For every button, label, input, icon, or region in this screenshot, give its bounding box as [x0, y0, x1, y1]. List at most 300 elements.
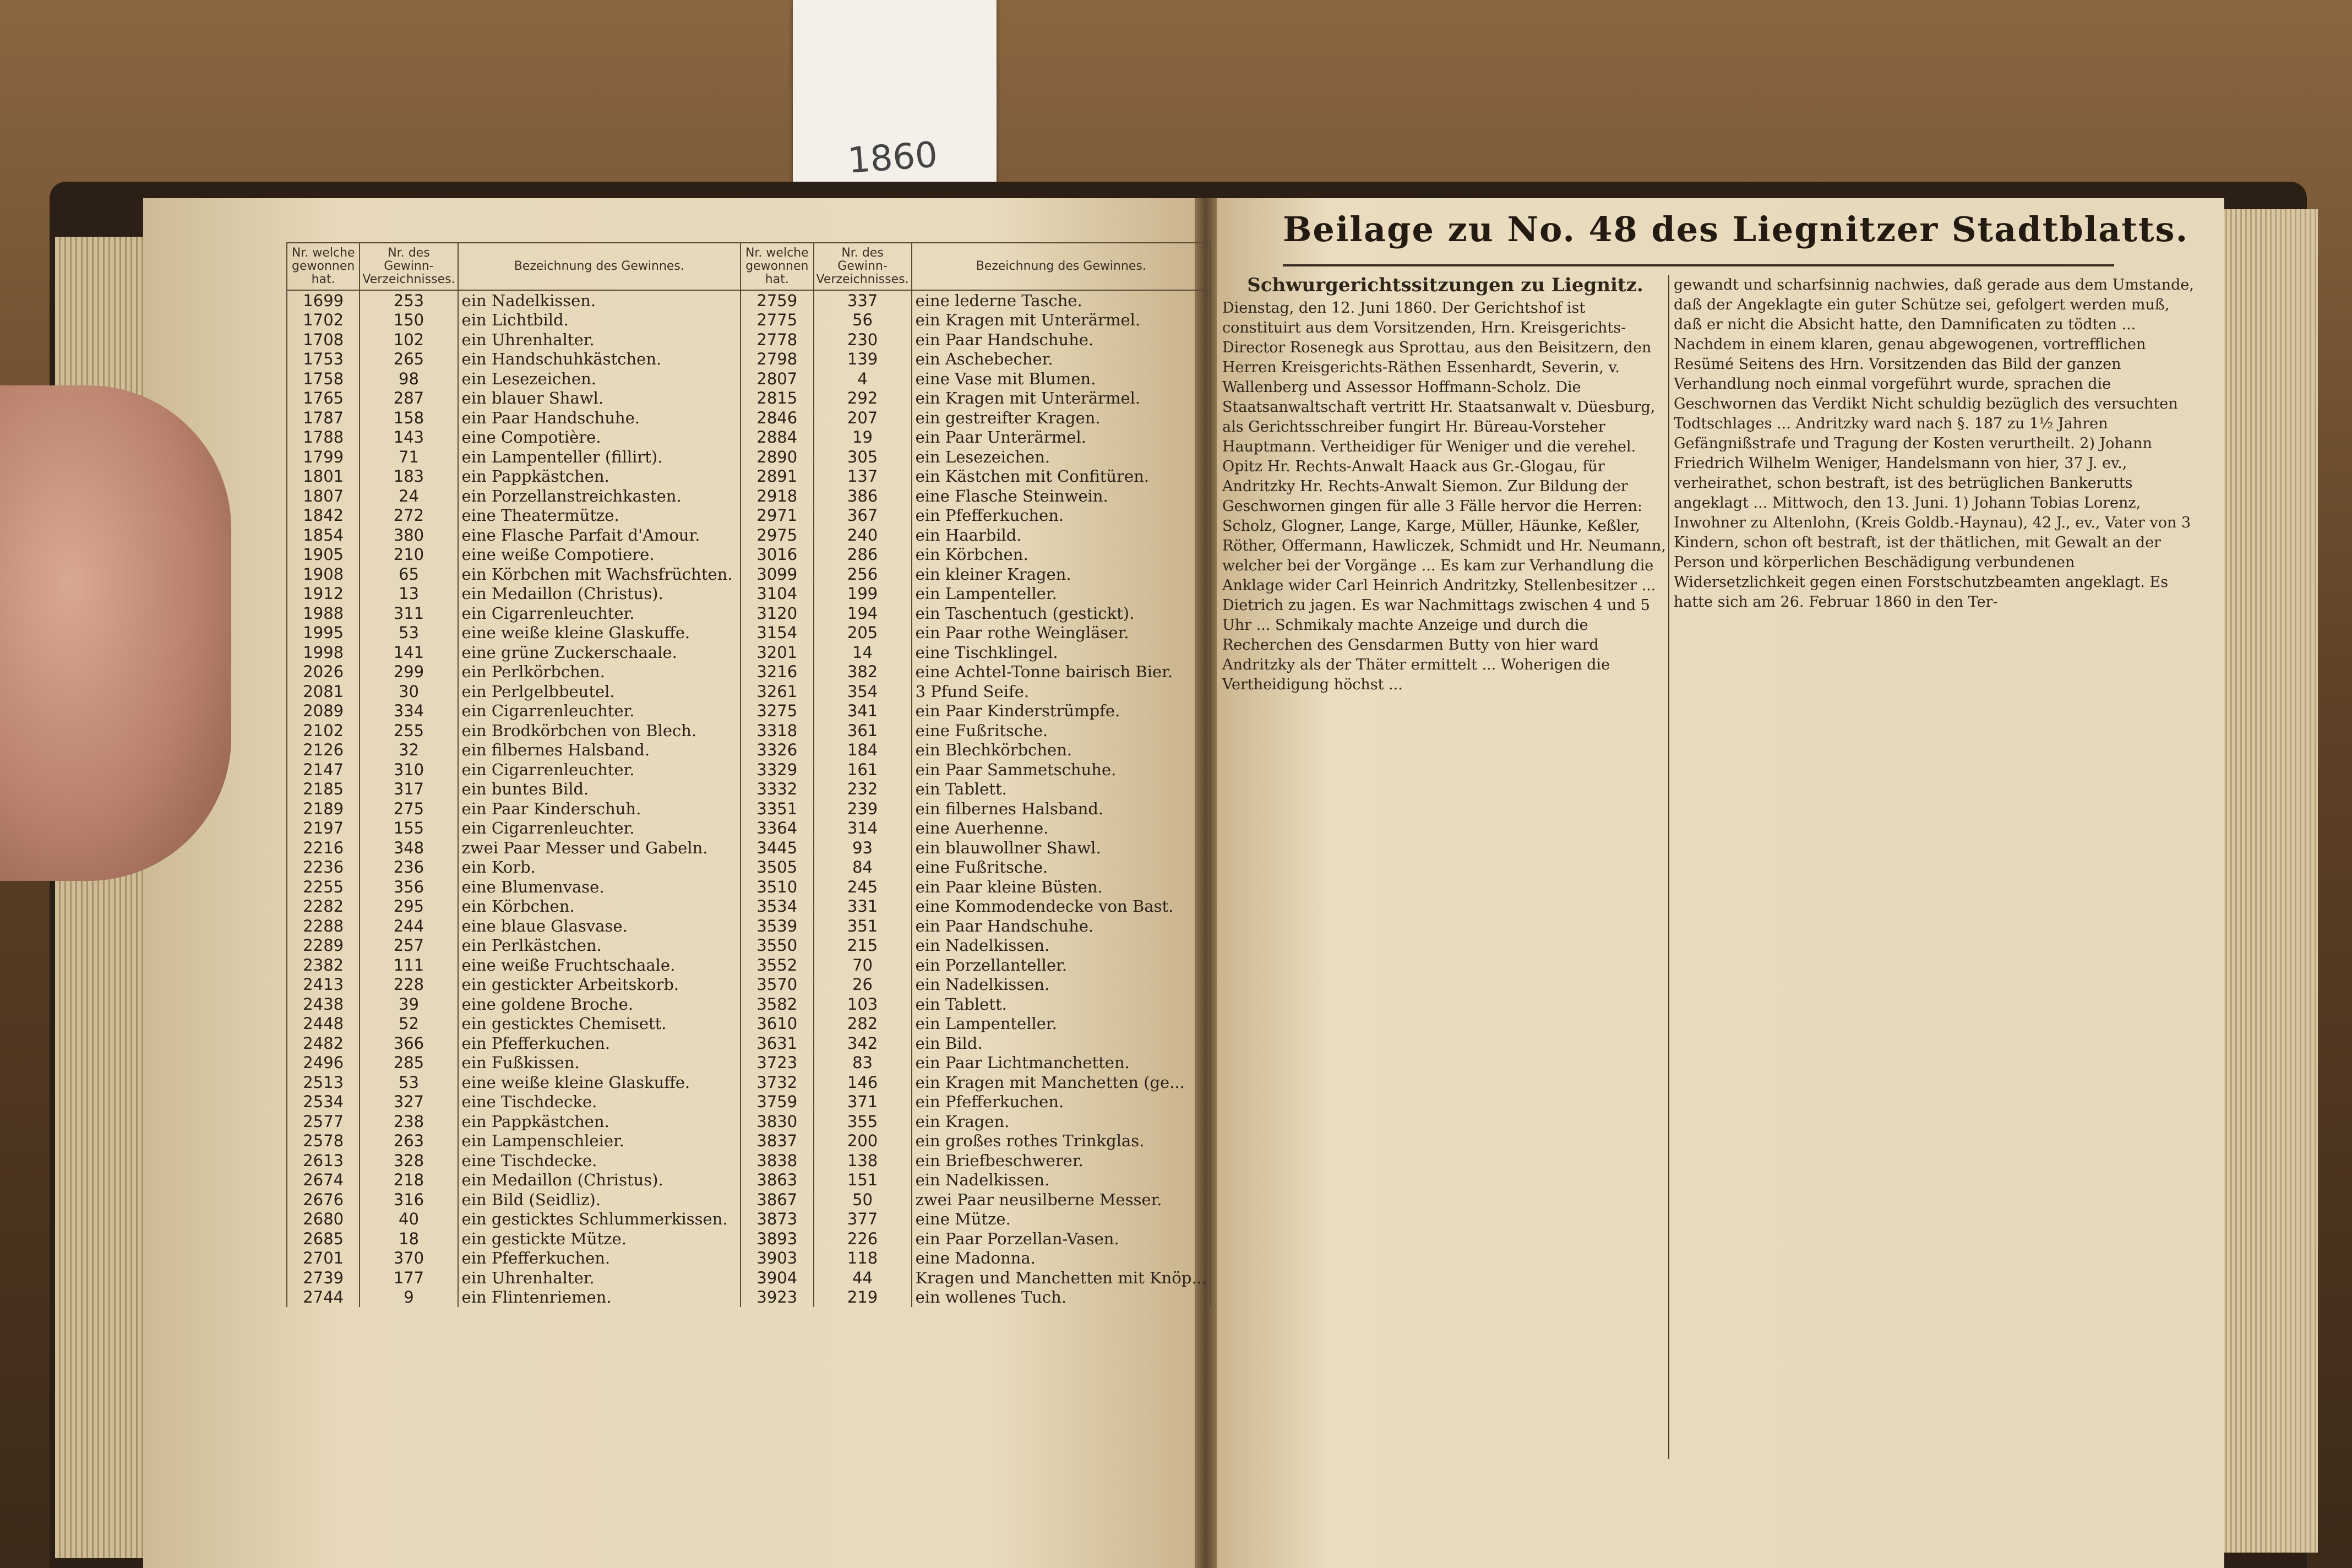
prize-description-cell: ein Lesezeichen. — [912, 447, 1211, 467]
header-index-number: Nr. des Gewinn-Verzeichnisses. — [360, 243, 458, 290]
prize-description-cell: eine grüne Zuckerschaale. — [458, 643, 741, 662]
table-row — [287, 916, 1211, 936]
table-row — [287, 311, 1211, 330]
winning-number-cell: 2382 — [287, 955, 360, 975]
index-number-cell: 199 — [814, 584, 912, 604]
header-description: Bezeichnung des Gewinnes. — [458, 243, 741, 290]
prize-description-cell: ein blauwollner Shawl. — [912, 838, 1211, 858]
article-title: Schwurgerichtssitzungen zu Liegnitz. — [1247, 274, 1643, 296]
table-row — [287, 467, 1211, 487]
winning-number-cell: 2807 — [741, 369, 813, 389]
prize-description-cell: ein Korb. — [458, 858, 741, 878]
winning-number-cell: 2613 — [287, 1151, 360, 1170]
prize-description-cell: ein Paar Porzellan-Vasen. — [912, 1229, 1211, 1249]
prize-description-cell: ein Cigarrenleuchter. — [458, 701, 741, 721]
index-number-cell: 4 — [814, 369, 912, 389]
prize-description-cell: ein Pappkästchen. — [458, 1112, 741, 1131]
prize-description-cell: ein Perlkästchen. — [458, 936, 741, 956]
prize-description-cell: ein Perlkörbchen. — [458, 662, 741, 682]
winning-number-cell: 3610 — [741, 1014, 813, 1034]
winning-number-cell: 1801 — [287, 467, 360, 487]
table-row — [287, 428, 1211, 448]
hand-holding-page — [0, 385, 231, 881]
index-number-cell: 256 — [814, 564, 912, 584]
winning-number-cell: 3364 — [741, 819, 813, 839]
table-row — [287, 799, 1211, 819]
table-row — [287, 838, 1211, 858]
index-number-cell: 316 — [360, 1190, 458, 1210]
winning-number-cell: 2846 — [741, 408, 813, 428]
index-number-cell: 282 — [814, 1014, 912, 1034]
winning-number-cell: 2674 — [287, 1170, 360, 1190]
prize-description-cell: ein Uhrenhalter. — [458, 1268, 741, 1288]
table-row — [287, 1053, 1211, 1073]
winning-number-cell: 2739 — [287, 1268, 360, 1288]
winning-number-cell: 2126 — [287, 741, 360, 760]
winning-number-cell: 2482 — [287, 1033, 360, 1053]
prize-description-cell: ein Lampenteller. — [912, 584, 1211, 604]
table-row — [287, 1229, 1211, 1249]
winning-number-cell: 3534 — [741, 897, 813, 917]
winning-number-cell: 2890 — [741, 447, 813, 467]
winning-number-cell: 3539 — [741, 916, 813, 936]
index-number-cell: 219 — [814, 1288, 912, 1308]
prize-description-cell: ein Porzellanteller. — [912, 955, 1211, 975]
winning-number-cell: 3505 — [741, 858, 813, 878]
table-row — [287, 780, 1211, 799]
prize-description-cell: Kragen und Manchetten mit Knöp... — [912, 1268, 1211, 1288]
index-number-cell: 146 — [814, 1072, 912, 1092]
winning-number-cell: 1699 — [287, 290, 360, 311]
index-number-cell: 285 — [360, 1053, 458, 1073]
table-row — [287, 447, 1211, 467]
lottery-table-body — [287, 290, 1211, 1307]
prize-description-cell: ein Blechkörbchen. — [912, 741, 1211, 760]
prize-description-cell: ein Uhrenhalter. — [458, 330, 741, 350]
prize-description-cell: eine Tischdecke. — [458, 1151, 741, 1170]
winning-number-cell: 3759 — [741, 1092, 813, 1112]
winning-number-cell: 2197 — [287, 819, 360, 839]
winning-number-cell: 3631 — [741, 1033, 813, 1053]
index-number-cell: 111 — [360, 955, 458, 975]
prize-description-cell: eine Fußritsche. — [912, 721, 1211, 741]
index-number-cell: 177 — [360, 1268, 458, 1288]
article-column-1-text: Dienstag, den 12. Juni 1860. Der Gerichtshof ist constituirt aus dem Vorsitzenden, Hrn. Kreisgerichts-Director Rosenegk aus Sprottau, aus den Beisitzern, den Herren Kreisgerichts-Räthen Essenhardt, Severin, v. Wallenberg und Assessor Hoffmann-Scholz. Die Staatsanwaltschaft vertritt Hr. Staatsanwalt v. Düesburg, als Gerichtsschreiber fungirt Hr. Büreau-Vorsteher Hauptmann. Vertheidiger für Weniger und die verehel. Opitz Hr. Rechts-Anwalt Haack aus Gr.-Glogau, für Andritzky Hr. Rechts-Anwalt Siemon. Zur Bildung der Geschwornen gingen für alle 3 Fälle hervor die Herren: Scholz, Glogner, Lange, Karge, Müller, Häunke, Keßler, Röther, Offermann, Hawliczek, Schmidt und Hr. Neumann, welcher bei der Vorgänge ... Es kam zur Verhandlung die Anklage wider Carl Heinrich Andritzky, Stellenbesitzer ... Dietrich zu jagen. Es war Nachmittags zwischen 4 und 5 Uhr ... Schmikaly machte Anzeige und durch die Recherchen des Gensdarmen Butty von hier ward Andritzky als der Thäter ermittelt ... Woherigen die Vertheidigung höchst ... — [1222, 300, 1666, 693]
winning-number-cell: 2289 — [287, 936, 360, 956]
index-number-cell: 83 — [814, 1053, 912, 1073]
prize-description-cell: ein Brodkörbchen von Blech. — [458, 721, 741, 741]
winning-number-cell: 1708 — [287, 330, 360, 350]
prize-description-cell: eine Compotière. — [458, 428, 741, 448]
prize-description-cell: ein Cigarrenleuchter. — [458, 603, 741, 623]
winning-number-cell: 2891 — [741, 467, 813, 487]
prize-description-cell: eine Flasche Parfait d'Amour. — [458, 525, 741, 545]
article-column-2-text: gewandt und scharfsinnig nachwies, daß gerade aus dem Umstande, daß der Angeklagte ein guter Schütze sei, gefolgert werden muß, daß er nicht die Absicht hatte, den Damnificaten zu tödten ... Nachdem in einem klaren, genau abgewogenen, vortrefflichen Resümé Seitens des Hrn. Vorsitzenden das Bild der ganzen Verhandlung noch einmal vorgeführt wurde, sprachen die Geschwornen das Verdikt Nicht schuldig bezüglich des versuchten Todtschlages ... Andritzky ward nach §. 187 zu 1½ Jahren Gefängnißstrafe und Tragung der Kosten verurtheilt. 2) Johann Friedrich Wilhelm Weniger, Handelsmann von hier, 37 J. ev., verheirathet, schon bestraft, ist des betrüglichen Bankerutts angeklagt ... Mittwoch, den 13. Juni. 1) Johann Tobias Lorenz, Inwohner zu Altenlohn, (Kreis Goldb.-Haynau), 42 J., ev., Vater von 3 Kindern, schon oft bestraft, ist der thätlichen, mit Gewalt an der Person und körperlichen Beschädigung verbundenen Widersetzlichkeit gegen einen Forstschutzbeamten angeklagt. Es hatte sich am 26. Februar 1860 in den Ter- — [1674, 276, 2194, 611]
prize-description-cell: ein Nadelkissen. — [912, 1170, 1211, 1190]
prize-description-cell: ein Tablett. — [912, 780, 1211, 799]
table-row — [287, 819, 1211, 839]
winning-number-cell: 3570 — [741, 975, 813, 995]
winning-number-cell: 2185 — [287, 780, 360, 799]
prize-description-cell: ein Pfefferkuchen. — [458, 1249, 741, 1268]
index-number-cell: 245 — [814, 877, 912, 897]
table-row — [287, 1151, 1211, 1170]
prize-description-cell: eine weiße Compotiere. — [458, 545, 741, 565]
index-number-cell: 263 — [360, 1131, 458, 1151]
index-number-cell: 13 — [360, 584, 458, 604]
table-row — [287, 1268, 1211, 1288]
table-row — [287, 506, 1211, 526]
winning-number-cell: 3445 — [741, 838, 813, 858]
index-number-cell: 98 — [360, 369, 458, 389]
prize-description-cell: ein buntes Bild. — [458, 780, 741, 799]
winning-number-cell: 2089 — [287, 701, 360, 721]
table-row — [287, 564, 1211, 584]
index-number-cell: 377 — [814, 1210, 912, 1229]
index-number-cell: 103 — [814, 994, 912, 1014]
prize-description-cell: ein Porzellanstreichkasten. — [458, 486, 741, 506]
index-number-cell: 342 — [814, 1033, 912, 1053]
index-number-cell: 295 — [360, 897, 458, 917]
index-number-cell: 18 — [360, 1229, 458, 1249]
index-number-cell: 310 — [360, 760, 458, 780]
prize-description-cell: ein gesticktes Chemisett. — [458, 1014, 741, 1034]
index-number-cell: 137 — [814, 467, 912, 487]
header-winning-number: Nr. welche gewonnen hat. — [287, 243, 360, 290]
winning-number-cell: 2685 — [287, 1229, 360, 1249]
index-number-cell: 26 — [814, 975, 912, 995]
table-row — [287, 1170, 1211, 1190]
index-number-cell: 380 — [360, 525, 458, 545]
prize-description-cell: eine weiße kleine Glaskuffe. — [458, 623, 741, 643]
winning-number-cell: 3723 — [741, 1053, 813, 1073]
winning-number-cell: 1854 — [287, 525, 360, 545]
prize-description-cell: zwei Paar neusilberne Messer. — [912, 1190, 1211, 1210]
winning-number-cell: 1988 — [287, 603, 360, 623]
winning-number-cell: 1842 — [287, 506, 360, 526]
index-number-cell: 93 — [814, 838, 912, 858]
prize-description-cell: ein Aschebecher. — [912, 350, 1211, 369]
index-number-cell: 292 — [814, 389, 912, 409]
index-number-cell: 341 — [814, 701, 912, 721]
table-row — [287, 662, 1211, 682]
winning-number-cell: 2975 — [741, 525, 813, 545]
index-number-cell: 257 — [360, 936, 458, 956]
winning-number-cell: 3510 — [741, 877, 813, 897]
index-number-cell: 361 — [814, 721, 912, 741]
table-row — [287, 682, 1211, 701]
prize-description-cell: ein Bild (Seidliz). — [458, 1190, 741, 1210]
index-number-cell: 334 — [360, 701, 458, 721]
prize-description-cell: eine Auerhenne. — [912, 819, 1211, 839]
table-row — [287, 1014, 1211, 1034]
index-number-cell: 207 — [814, 408, 912, 428]
index-number-cell: 311 — [360, 603, 458, 623]
winning-number-cell: 3154 — [741, 623, 813, 643]
index-number-cell: 24 — [360, 486, 458, 506]
prize-description-cell: eine goldene Broche. — [458, 994, 741, 1014]
winning-number-cell: 2918 — [741, 486, 813, 506]
prize-description-cell: eine Madonna. — [912, 1249, 1211, 1268]
index-number-cell: 230 — [814, 330, 912, 350]
table-row — [287, 408, 1211, 428]
winning-number-cell: 3830 — [741, 1112, 813, 1131]
index-number-cell: 317 — [360, 780, 458, 799]
index-number-cell: 236 — [360, 858, 458, 878]
table-row — [287, 760, 1211, 780]
winning-number-cell: 3904 — [741, 1268, 813, 1288]
winning-number-cell: 3863 — [741, 1170, 813, 1190]
winning-number-cell: 2971 — [741, 506, 813, 526]
index-number-cell: 265 — [360, 350, 458, 369]
prize-description-cell: zwei Paar Messer und Gabeln. — [458, 838, 741, 858]
index-number-cell: 200 — [814, 1131, 912, 1151]
winning-number-cell: 3318 — [741, 721, 813, 741]
table-row — [287, 897, 1211, 917]
index-number-cell: 30 — [360, 682, 458, 701]
winning-number-cell: 1995 — [287, 623, 360, 643]
table-row — [287, 1112, 1211, 1131]
table-row — [287, 741, 1211, 760]
header-description-2: Bezeichnung des Gewinnes. — [912, 243, 1211, 290]
winning-number-cell: 1912 — [287, 584, 360, 604]
prize-description-cell: ein Körbchen mit Wachsfrüchten. — [458, 564, 741, 584]
winning-number-cell: 2534 — [287, 1092, 360, 1112]
winning-number-cell: 2438 — [287, 994, 360, 1014]
index-number-cell: 71 — [360, 447, 458, 467]
index-number-cell: 367 — [814, 506, 912, 526]
winning-number-cell: 2236 — [287, 858, 360, 878]
winning-number-cell: 2775 — [741, 311, 813, 330]
winning-number-cell: 2496 — [287, 1053, 360, 1073]
prize-description-cell: ein Paar Unterärmel. — [912, 428, 1211, 448]
table-row — [287, 1072, 1211, 1092]
index-number-cell: 275 — [360, 799, 458, 819]
winning-number-cell: 3326 — [741, 741, 813, 760]
table-row — [287, 1210, 1211, 1229]
table-row — [287, 623, 1211, 643]
prize-description-cell: eine Vase mit Blumen. — [912, 369, 1211, 389]
column-divider — [1668, 275, 1669, 1459]
index-number-cell: 244 — [360, 916, 458, 936]
prize-description-cell: ein Lesezeichen. — [458, 369, 741, 389]
prize-description-cell: ein Kragen mit Manchetten (ge... — [912, 1072, 1211, 1092]
index-number-cell: 205 — [814, 623, 912, 643]
winning-number-cell: 2448 — [287, 1014, 360, 1034]
prize-description-cell: ein Fußkissen. — [458, 1053, 741, 1073]
prize-description-cell: ein Haarbild. — [912, 525, 1211, 545]
prize-description-cell: ein Paar Sammetschuhe. — [912, 760, 1211, 780]
index-number-cell: 366 — [360, 1033, 458, 1053]
index-number-cell: 354 — [814, 682, 912, 701]
prize-description-cell: ein Kragen mit Unterärmel. — [912, 389, 1211, 409]
lottery-table — [286, 242, 1211, 1307]
prize-description-cell: ein Paar Handschuhe. — [912, 330, 1211, 350]
winning-number-cell: 1908 — [287, 564, 360, 584]
prize-description-cell: ein Handschuhkästchen. — [458, 350, 741, 369]
table-row — [287, 330, 1211, 350]
index-number-cell: 9 — [360, 1288, 458, 1308]
prize-description-cell: eine Kommodendecke von Bast. — [912, 897, 1211, 917]
index-number-cell: 299 — [360, 662, 458, 682]
winning-number-cell: 3732 — [741, 1072, 813, 1092]
winning-number-cell: 1765 — [287, 389, 360, 409]
prize-description-cell: ein Nadelkissen. — [458, 290, 741, 311]
prize-description-cell: ein Pappkästchen. — [458, 467, 741, 487]
slip-handwriting: 1860 — [846, 134, 939, 182]
winning-number-cell: 3332 — [741, 780, 813, 799]
winning-number-cell: 1998 — [287, 643, 360, 662]
index-number-cell: 161 — [814, 760, 912, 780]
winning-number-cell: 2255 — [287, 877, 360, 897]
winning-number-cell: 1799 — [287, 447, 360, 467]
index-number-cell: 228 — [360, 975, 458, 995]
winning-number-cell: 2701 — [287, 1249, 360, 1268]
winning-number-cell: 2744 — [287, 1288, 360, 1308]
table-row — [287, 1288, 1211, 1308]
table-row — [287, 1131, 1211, 1151]
table-row — [287, 1033, 1211, 1053]
prize-description-cell: eine weiße kleine Glaskuffe. — [458, 1072, 741, 1092]
lottery-table-container — [286, 242, 1211, 1307]
prize-description-cell: ein Nadelkissen. — [912, 975, 1211, 995]
winning-number-cell: 3104 — [741, 584, 813, 604]
prize-description-cell: ein Paar rothe Weingläser. — [912, 623, 1211, 643]
table-row — [287, 290, 1211, 311]
table-row — [287, 721, 1211, 741]
prize-description-cell: ein Paar Lichtmanchetten. — [912, 1053, 1211, 1073]
index-number-cell: 194 — [814, 603, 912, 623]
table-row — [287, 955, 1211, 975]
winning-number-cell: 3351 — [741, 799, 813, 819]
winning-number-cell: 2102 — [287, 721, 360, 741]
winning-number-cell: 3873 — [741, 1210, 813, 1229]
winning-number-cell: 1787 — [287, 408, 360, 428]
winning-number-cell: 3120 — [741, 603, 813, 623]
winning-number-cell: 2759 — [741, 290, 813, 311]
winning-number-cell: 1753 — [287, 350, 360, 369]
prize-description-cell: ein Lichtbild. — [458, 311, 741, 330]
table-row — [287, 994, 1211, 1014]
index-number-cell: 272 — [360, 506, 458, 526]
index-number-cell: 255 — [360, 721, 458, 741]
winning-number-cell: 3837 — [741, 1131, 813, 1151]
prize-description-cell: ein Pfefferkuchen. — [458, 1033, 741, 1053]
winning-number-cell: 2288 — [287, 916, 360, 936]
winning-number-cell: 3329 — [741, 760, 813, 780]
index-number-cell: 143 — [360, 428, 458, 448]
prize-description-cell: ein Nadelkissen. — [912, 936, 1211, 956]
winning-number-cell: 3838 — [741, 1151, 813, 1170]
header-index-number-2: Nr. des Gewinn-Verzeichnisses. — [814, 243, 912, 290]
index-number-cell: 139 — [814, 350, 912, 369]
prize-description-cell: ein Kragen mit Unterärmel. — [912, 311, 1211, 330]
banner-rule — [1283, 264, 2114, 266]
winning-number-cell: 1758 — [287, 369, 360, 389]
prize-description-cell: ein wollenes Tuch. — [912, 1288, 1211, 1308]
table-header-row — [287, 243, 1211, 290]
article-column-2 — [1674, 275, 2202, 612]
prize-description-cell: ein Kragen. — [912, 1112, 1211, 1131]
index-number-cell: 39 — [360, 994, 458, 1014]
winning-number-cell: 2189 — [287, 799, 360, 819]
prize-description-cell: ein Briefbeschwerer. — [912, 1151, 1211, 1170]
prize-description-cell: ein Paar Kinderstrümpfe. — [912, 701, 1211, 721]
index-number-cell: 226 — [814, 1229, 912, 1249]
prize-description-cell: eine Tischdecke. — [458, 1092, 741, 1112]
winning-number-cell: 2216 — [287, 838, 360, 858]
index-number-cell: 118 — [814, 1249, 912, 1268]
winning-number-cell: 1807 — [287, 486, 360, 506]
winning-number-cell: 3582 — [741, 994, 813, 1014]
article-column-1 — [1222, 275, 1668, 695]
table-row — [287, 858, 1211, 878]
index-number-cell: 84 — [814, 858, 912, 878]
prize-description-cell: ein Paar Kinderschuh. — [458, 799, 741, 819]
winning-number-cell: 3099 — [741, 564, 813, 584]
winning-number-cell: 3201 — [741, 643, 813, 662]
index-number-cell: 44 — [814, 1268, 912, 1288]
prize-description-cell: ein Perlgelbbeutel. — [458, 682, 741, 701]
winning-number-cell: 1788 — [287, 428, 360, 448]
index-number-cell: 218 — [360, 1170, 458, 1190]
index-number-cell: 287 — [360, 389, 458, 409]
prize-description-cell: ein Kästchen mit Confitüren. — [912, 467, 1211, 487]
winning-number-cell: 2578 — [287, 1131, 360, 1151]
prize-description-cell: ein Paar Handschuhe. — [458, 408, 741, 428]
table-row — [287, 350, 1211, 369]
prize-description-cell: ein kleiner Kragen. — [912, 564, 1211, 584]
index-number-cell: 150 — [360, 311, 458, 330]
index-number-cell: 210 — [360, 545, 458, 565]
index-number-cell: 355 — [814, 1112, 912, 1131]
prize-description-cell: ein Paar kleine Büsten. — [912, 877, 1211, 897]
winning-number-cell: 3275 — [741, 701, 813, 721]
table-row — [287, 603, 1211, 623]
winning-number-cell: 2026 — [287, 662, 360, 682]
winning-number-cell: 3216 — [741, 662, 813, 682]
index-number-cell: 314 — [814, 819, 912, 839]
index-number-cell: 53 — [360, 1072, 458, 1092]
table-row — [287, 389, 1211, 409]
prize-description-cell: ein filbernes Halsband. — [912, 799, 1211, 819]
prize-description-cell: ein gestickter Arbeitskorb. — [458, 975, 741, 995]
prize-description-cell: ein gestickte Mütze. — [458, 1229, 741, 1249]
prize-description-cell: 3 Pfund Seife. — [912, 682, 1211, 701]
index-number-cell: 351 — [814, 916, 912, 936]
index-number-cell: 102 — [360, 330, 458, 350]
prize-description-cell: ein Pfefferkuchen. — [912, 1092, 1211, 1112]
prize-description-cell: ein Medaillon (Christus). — [458, 1170, 741, 1190]
table-row — [287, 525, 1211, 545]
winning-number-cell: 2147 — [287, 760, 360, 780]
index-number-cell: 151 — [814, 1170, 912, 1190]
table-row — [287, 369, 1211, 389]
winning-number-cell: 2513 — [287, 1072, 360, 1092]
table-row — [287, 545, 1211, 565]
winning-number-cell: 2884 — [741, 428, 813, 448]
winning-number-cell: 2815 — [741, 389, 813, 409]
index-number-cell: 240 — [814, 525, 912, 545]
table-row — [287, 975, 1211, 995]
index-number-cell: 238 — [360, 1112, 458, 1131]
index-number-cell: 184 — [814, 741, 912, 760]
index-number-cell: 158 — [360, 408, 458, 428]
prize-description-cell: ein großes rothes Trinkglas. — [912, 1131, 1211, 1151]
index-number-cell: 141 — [360, 643, 458, 662]
index-number-cell: 232 — [814, 780, 912, 799]
index-number-cell: 215 — [814, 936, 912, 956]
